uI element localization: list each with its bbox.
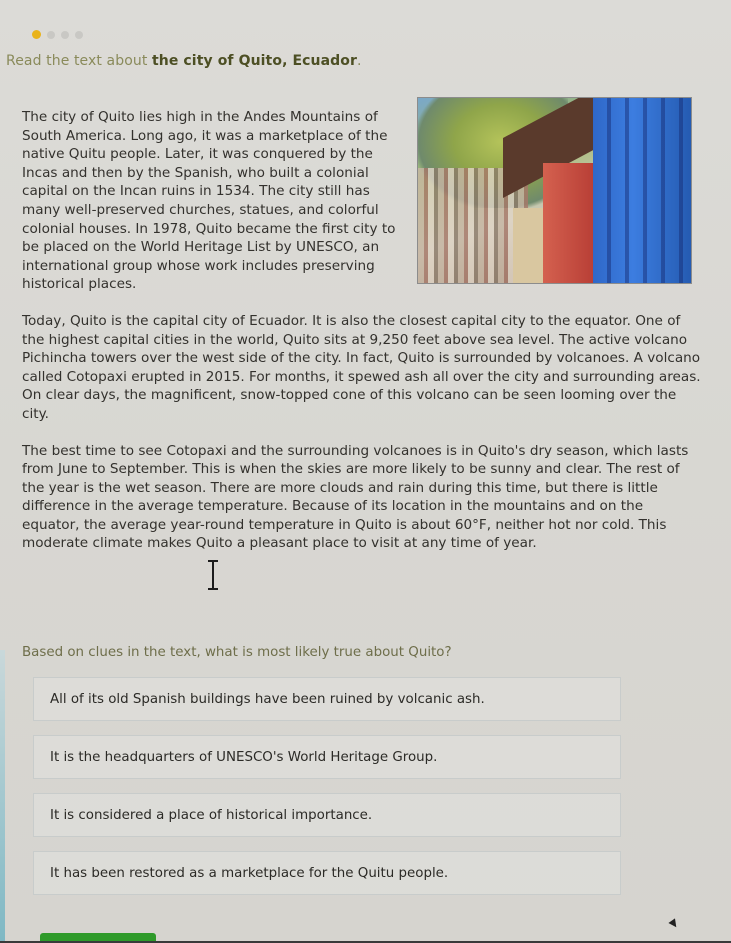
answer-options [33, 677, 621, 909]
reading-passage [22, 108, 702, 553]
answer-option-1[interactable] [33, 677, 621, 721]
text-cursor-icon [212, 560, 214, 590]
window-edge [0, 650, 5, 943]
answer-option-3[interactable] [33, 793, 621, 837]
progress-dot-current[interactable] [32, 30, 41, 39]
instruction-text [6, 53, 362, 69]
answer-option-4[interactable] [33, 851, 621, 895]
progress-dot[interactable] [75, 31, 83, 39]
passage-paragraph-1: The city of Quito lies high in the Andes Mountains of South America. Long ago, it was a marketplace of the native Quitu people. Later, it was conquered by the Incas and then by the Spanish, who built a colonial capital on the Incan ruins in 1534. The city still has many well-preserved churches, statues, and colorful colonial houses. In 1978, Quito became the first city to be placed on the World Heritage List by UNESCO, an international group whose work includes preserving historical places. [22, 109, 396, 293]
progress-dot[interactable] [47, 31, 55, 39]
instruction-prefix: Read the text about [6, 53, 152, 69]
mouse-pointer-icon [668, 918, 679, 929]
passage-paragraph-2: Today, Quito is the capital city of Ecuador. It is also the closest capital city to the equator. One of the highest capital cities in the world, Quito sits at 9,250 feet above sea level. The active volcano Pichincha towers over the west side of the city. In fact, Quito is surrounded by volcanoes. A volcano called Cotopaxi erupted in 2015. For months, it spewed ash all over the city and surrounding areas. On clear days, the magnificent, snow-topped cone of this volcano can be seen looming over the city. [22, 312, 701, 422]
question-prompt: Based on clues in the text, what is most likely true about Quito? [22, 645, 452, 660]
answer-option-label: It is the headquarters of UNESCO's World Heritage Group. [50, 749, 438, 765]
instruction-emphasis: the city of Quito, Ecuador [151, 53, 357, 69]
answer-option-label: It has been restored as a marketplace for the Quitu people. [50, 865, 449, 881]
answer-option-label: It is considered a place of historical importance. [50, 807, 373, 823]
progress-dot[interactable] [61, 31, 69, 39]
progress-indicator [32, 30, 83, 39]
answer-option-2[interactable] [33, 735, 621, 779]
passage-paragraph-3: The best time to see Cotopaxi and the surrounding volcanoes is in Quito's dry season, which lasts from June to September. This is when the skies are more likely to be sunny and clear. The rest of the year is the wet season. There are more clouds and rain during this time, but there is little difference in the average temperature. Because of its location in the mountains and on the equator, the average year-round temperature in Quito is about 60°F, neither hot nor cold. This moderate climate makes Quito a pleasant place to visit at any time of year. [22, 442, 689, 552]
answer-option-label: All of its old Spanish buildings have been ruined by volcanic ash. [50, 691, 485, 707]
instruction-suffix: . [356, 53, 362, 69]
